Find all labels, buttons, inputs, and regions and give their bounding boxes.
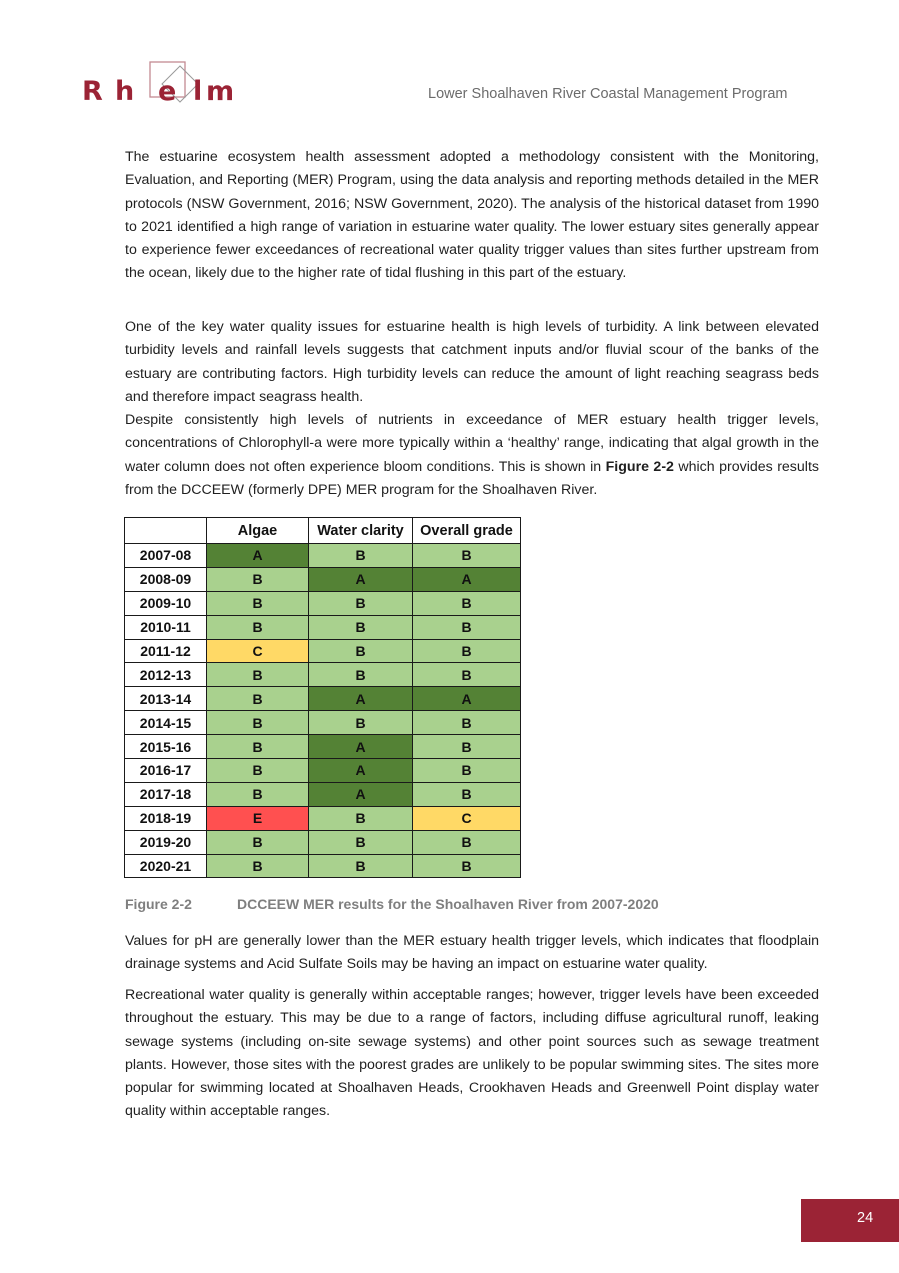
year-cell: 2009-10: [125, 591, 207, 615]
water-clarity-grade-cell: B: [309, 806, 413, 830]
paragraph-nutrients: [125, 409, 819, 509]
text-run: which provides results from the DCCEEW (formerly DPE) MER program for the Shoalhaven River.: [125, 458, 819, 498]
year-cell: 2007-08: [125, 544, 207, 568]
algae-grade-cell: A: [207, 544, 309, 568]
algae-grade-cell: B: [207, 567, 309, 591]
header-year: [125, 518, 207, 544]
year-cell: 2020-21: [125, 854, 207, 878]
algae-grade-cell: B: [207, 830, 309, 854]
algae-grade-cell: B: [207, 711, 309, 735]
paragraph-text: The estuarine ecosystem health assessment adopted a methodology consistent with the Monitoring, Evaluation, and Reporting (MER) Program, using the data analysis and reporting methods detailed in the MER protocols (NSW Government, 2016; NSW Government, 2020). The analysis of the historical dataset from 1990 to 2021 identified a high range of variation in estuarine water quality. The lower estuary sites generally appear to experience fewer exceedances of recreational water quality trigger values than sites further upstream from the ocean, likely due to the higher rate of tidal flushing in this part of the estuary.: [125, 149, 819, 282]
water-clarity-grade-cell: B: [309, 544, 413, 568]
overall-grade-cell: B: [413, 663, 521, 687]
table-row: [125, 544, 521, 568]
table-row: [125, 663, 521, 687]
document-title: Lower Shoalhaven River Coastal Management Program: [428, 86, 788, 102]
year-cell: 2008-09: [125, 567, 207, 591]
algae-grade-cell: B: [207, 591, 309, 615]
overall-grade-cell: C: [413, 806, 521, 830]
water-clarity-grade-cell: A: [309, 782, 413, 806]
table-row: [125, 735, 521, 759]
water-clarity-grade-cell: B: [309, 639, 413, 663]
paragraph-text: [125, 409, 819, 502]
rhelm-logo: [80, 50, 240, 110]
table-header-row: [125, 518, 521, 544]
table-body: [125, 544, 521, 878]
paragraph-turbidity: [125, 316, 819, 416]
water-clarity-grade-cell: A: [309, 735, 413, 759]
year-cell: 2019-20: [125, 830, 207, 854]
logo-letter: l: [193, 76, 203, 107]
figure-number: Figure 2-2: [125, 896, 192, 912]
table-row: [125, 806, 521, 830]
paragraph-text: Values for pH are generally lower than the MER estuary health trigger levels, which indicates that floodplain drainage systems and Acid Sulfate Soils may be having an impact on estuarine water quality.: [125, 933, 819, 973]
figure-reference-link[interactable]: Figure 2-2: [605, 458, 674, 475]
algae-grade-cell: B: [207, 759, 309, 783]
table-row: [125, 830, 521, 854]
overall-grade-cell: B: [413, 615, 521, 639]
year-cell: 2011-12: [125, 639, 207, 663]
year-cell: 2018-19: [125, 806, 207, 830]
water-clarity-grade-cell: A: [309, 759, 413, 783]
year-cell: 2010-11: [125, 615, 207, 639]
year-cell: 2017-18: [125, 782, 207, 806]
table-row: [125, 639, 521, 663]
logo-letter: R: [82, 76, 103, 107]
overall-grade-cell: B: [413, 759, 521, 783]
paragraph-text: One of the key water quality issues for estuarine health is high levels of turbidity. A link between elevated turbidity levels and rainfall levels suggests that catchment inputs and/or fluvial scour of the banks of the estuary are contributing factors. High turbidity levels can reduce the amount of light reaching seagrass beds and therefore impact seagrass health.: [125, 319, 819, 405]
logo-letter: m: [206, 76, 235, 107]
water-clarity-grade-cell: B: [309, 591, 413, 615]
year-cell: 2013-14: [125, 687, 207, 711]
water-clarity-grade-cell: B: [309, 615, 413, 639]
water-clarity-grade-cell: B: [309, 663, 413, 687]
year-cell: 2016-17: [125, 759, 207, 783]
mer-results-table: [124, 517, 521, 878]
overall-grade-cell: B: [413, 854, 521, 878]
page-number: 24: [857, 1210, 874, 1226]
algae-grade-cell: B: [207, 687, 309, 711]
table-row: [125, 591, 521, 615]
algae-grade-cell: B: [207, 854, 309, 878]
year-cell: 2014-15: [125, 711, 207, 735]
algae-grade-cell: E: [207, 806, 309, 830]
overall-grade-cell: B: [413, 711, 521, 735]
overall-grade-cell: B: [413, 830, 521, 854]
algae-grade-cell: B: [207, 663, 309, 687]
water-clarity-grade-cell: B: [309, 711, 413, 735]
algae-grade-cell: B: [207, 782, 309, 806]
overall-grade-cell: B: [413, 735, 521, 759]
table-row: [125, 615, 521, 639]
year-cell: 2012-13: [125, 663, 207, 687]
water-clarity-grade-cell: B: [309, 854, 413, 878]
algae-grade-cell: B: [207, 615, 309, 639]
algae-grade-cell: B: [207, 735, 309, 759]
year-cell: 2015-16: [125, 735, 207, 759]
figure-caption-text: DCCEEW MER results for the Shoalhaven River from 2007-2020: [237, 896, 659, 912]
overall-grade-cell: B: [413, 639, 521, 663]
water-clarity-grade-cell: A: [309, 687, 413, 711]
figure-caption: [125, 896, 659, 912]
paragraph-recreational-water: [125, 984, 819, 1131]
header-water-clarity: Water clarity: [309, 518, 413, 544]
overall-grade-cell: B: [413, 544, 521, 568]
paragraph-mer-methodology: [125, 146, 819, 293]
overall-grade-cell: A: [413, 567, 521, 591]
overall-grade-cell: B: [413, 782, 521, 806]
paragraph-text: Recreational water quality is generally within acceptable ranges; however, trigger levels have been exceeded throughout the estuary. This may be due to a range of factors, including diffuse agricultural runoff, leaking sewage systems (including on-site sewage systems) and other point sources such as sewage treatment plants. However, those sites with the poorest grades are unlikely to be popular swimming sites. The sites more popular for swimming located at Shoalhaven Heads, Crookhaven Heads and Greenwell Point display water quality within acceptable ranges.: [125, 987, 819, 1120]
algae-grade-cell: C: [207, 639, 309, 663]
logo-letter: e: [158, 76, 177, 107]
table-row: [125, 567, 521, 591]
overall-grade-cell: A: [413, 687, 521, 711]
water-clarity-grade-cell: B: [309, 830, 413, 854]
overall-grade-cell: B: [413, 591, 521, 615]
table-row: [125, 759, 521, 783]
water-clarity-grade-cell: A: [309, 567, 413, 591]
page-number-badge: [801, 1199, 899, 1242]
text-run: Despite consistently high levels of nutrients in exceedance of MER estuary health trigger levels, concentrations of Chlorophyll-a were more typically within a ‘healthy’ range, indicating that algal growth in the water column does not often experience bloom conditions. This is shown in: [125, 412, 819, 475]
logo-letter: h: [115, 76, 135, 107]
paragraph-ph: [125, 930, 819, 984]
header-algae: Algae: [207, 518, 309, 544]
header-overall-grade: Overall grade: [413, 518, 521, 544]
table-row: [125, 711, 521, 735]
table-row: [125, 854, 521, 878]
table-row: [125, 687, 521, 711]
table-row: [125, 782, 521, 806]
